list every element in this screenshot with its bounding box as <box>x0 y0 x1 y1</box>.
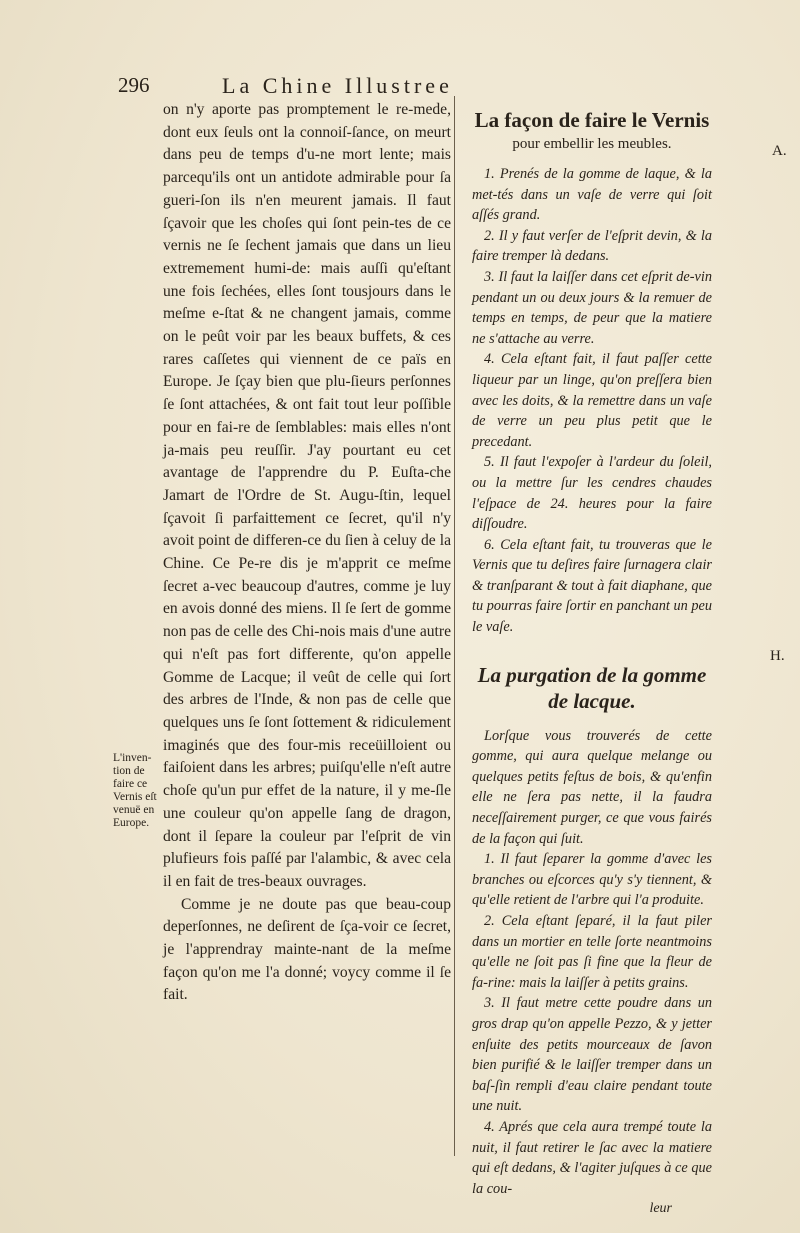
section-subtitle: pour embellir les meubles. <box>512 136 672 152</box>
section-title-purgation: La purgation de la gomme de lacque. <box>477 662 707 713</box>
section-title-vernis: La façon de faire le Vernis <box>474 108 710 132</box>
purgation-step: 2. Cela eſtant ſeparé, il la faut piler dans un mortier en telle ſorte neantmoins qu'elle ne ſoit pas ſi fine que la fleur de fa-rine: mais la laiſſer à petits grains. <box>472 913 712 991</box>
purgation-step: 4. Aprés que cela aura trempé toute la nuit, il faut retirer le ſac avec la matiere qui eſt dedans, & l'agiter juſques à ce que la cou- <box>472 1118 712 1197</box>
recipe-step: 4. Cela eſtant fait, il faut paſſer cette liqueur par un linge, qu'on preſſera bien avec les doits, & la remettre dans un vaſe de verre un peu plus petit que le precedant. <box>472 351 712 450</box>
side-letter-h: H. <box>770 648 785 664</box>
recipe-step: 3. Il faut la laiſſer dans cet eſprit de-vin pendant un ou deux jours & la remuer de temps en temps, de peur que la matiere ne s'attache au verre. <box>472 268 712 347</box>
catchword: leur <box>649 1201 672 1217</box>
left-paragraph-2: Comme je ne doute pas que beau-coup deperſonnes, ne deſirent de ſça-voir ce ſecret, je l'apprendray mainte-nant de la meſme façon qu'on me l'a donné; voycy comme il ſe fait. <box>163 895 451 1004</box>
purgation-step: 3. Il faut metre cette poudre dans un gros drap qu'on appelle Pezzo, & y jetter enſuite des petits mourceaux de ſavon bien purifié & le laiſſer tremper dans un baſ-ſin rempli d'eau claire pendant toute une nuit. <box>472 995 712 1115</box>
recipe-step: 5. Il faut l'expoſer à l'ardeur du ſoleil, ou la mettre ſur les cendres chaudes l'eſpace de 24. heures pour la faire diſſoudre. <box>472 454 712 533</box>
purgation-intro: Lorſque vous trouverés de cette gomme, qui aura quelque melange ou quelques petits feſtus de bois, & qu'enfin elle ne ſera pas nette, il la faudra neceſſairement purger, ce que vous fairés de la façon qui ſuit. <box>472 727 712 847</box>
running-title: La Chine Illustree <box>222 73 453 98</box>
recipe-step: 6. Cela eſtant fait, tu trouveras que le Vernis que tu deſires faire ſurnagera clair & tranſparant & tout à fait diaphane, que tu pourras faire ſortir en panchant un peu le vaſe. <box>472 536 712 636</box>
page-number: 296 <box>118 73 150 97</box>
margin-note: L'inven-tion de faire ce Vernis eſt venuë en Europe. <box>113 752 157 829</box>
right-column <box>472 108 712 1217</box>
left-paragraph-1: on n'y aporte pas promptement le re-mede, dont eux ſeuls ont la connoiſ-ſance, on meurt dans peu de temps d'u-ne mort lente; mais parcequ'ils ont un antidote admirable pour ſa gueri-ſon ils n'en meurent jamais. Il faut ſçavoir que les choſes qui ſont pein-tes de ce vernis ne ſe ſechent jamais que dans un lieu extremement humi-de: mais auſſi qu'eſtant une fois ſechées, elles ſont tousjours dans le meſme e-ſtat & ne changent jamais, comme on le peût voir par les beaux buffets, & ces rares caſſetes qui viennent de ce païs en Europe. Je ſçay bien que plu-ſieurs perſonnes ſe ſont attachées, & ont fait tout leur poſſible pour en fai-re de ſemblables: mais elles n'ont ja-mais peu reuſſir. J'ay pourtant eu cet avantage de l'apprendre du P. Euſta-che Jamart de l'Ordre de St. Augu-ſtin, lequel ſçavoit ſi parfaittement ce ſecret, qu'il n'y avoit point de differen-ce du ſien à celuy de la Chine. Ce Pe-re dis je m'apprit ce meſme ſecret a-vec beaucoup d'autres, comme je luy en avois donné des miens. Il ſe ſert de gomme non pas de celle des Chi-nois mais d'une autre qui n'eſt pas fort differente, qu'on appelle Gomme de Lacque; il veût de celle qui ſort des arbres de l'Inde, & non pas de celle que quelques uns ſe ſont ſottement & ridiculement imaginés que des four-mis receüilloient ou faiſoient dans les arbres; puiſqu'elle n'eſt autre choſe qu'un pur effet de la nature, il y me-ſle une couleur qu'on appelle ſang de dragon, dont il ſepare la couleur par l'eſprit de vin plufieurs fois paſſé par l'alambic, & avec cela il en fait de tres-beaux ouvrages. <box>163 101 451 890</box>
left-column <box>163 99 451 1007</box>
purgation-step: 1. Il faut ſeparer la gomme d'avec les branches ou eſcorces qu'y s'y tiennent, & qu'elle retient de l'arbre qui l'a produite. <box>472 851 712 909</box>
column-divider <box>454 96 455 1156</box>
recipe-step: 2. Il y faut verſer de l'eſprit devin, & la faire tremper là dedans. <box>472 227 712 265</box>
side-letter-a: A. <box>772 143 787 159</box>
recipe-step: 1. Prenés de la gomme de laque, & la met-tés dans un vaſe de verre qui ſoit aſſés grand. <box>472 166 712 224</box>
